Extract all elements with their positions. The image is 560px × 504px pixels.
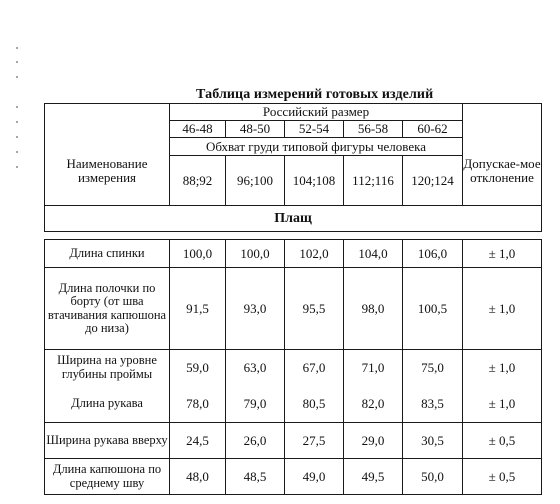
header-corner-cell — [463, 104, 542, 121]
tolerance-cell: ± 0,5 — [463, 423, 542, 459]
margin-dot — [16, 121, 18, 123]
size-header: 46-48 — [170, 121, 226, 138]
chest-value: 104;108 — [285, 156, 344, 206]
margin-dot — [16, 151, 18, 153]
measure-name: Ширина рукава вверху — [45, 423, 170, 459]
value-cell: 104,0 — [344, 240, 403, 268]
value-cell: 30,5 — [403, 423, 463, 459]
measure-name: Длина полочки по борту (от шва втачивания капюшона до низа) — [45, 268, 170, 350]
chest-value: 96;100 — [226, 156, 285, 206]
value-cell: 100,5 — [403, 268, 463, 350]
value-cell: 67,0 — [285, 350, 344, 386]
size-header: 60-62 — [403, 121, 463, 138]
measure-name: Ширина на уровне глубины проймы — [45, 350, 170, 386]
value-cell: 49,5 — [344, 459, 403, 495]
value-cell: 48,0 — [170, 459, 226, 495]
header-corner-cell — [463, 121, 542, 138]
value-cell: 24,5 — [170, 423, 226, 459]
tolerance-column-header: Допускае-мое отклонение — [463, 138, 542, 206]
table-title: Таблица измерений готовых изделий — [196, 87, 434, 102]
value-cell: 59,0 — [170, 350, 226, 386]
tolerance-cell: ± 1,0 — [463, 350, 542, 386]
margin-dot — [16, 136, 18, 138]
measure-name: Длина спинки — [45, 240, 170, 268]
margin-dot — [16, 47, 18, 49]
tolerance-cell: ± 1,0 — [463, 240, 542, 268]
table-row — [45, 350, 542, 386]
table-row — [45, 240, 542, 268]
header-corner-cell — [45, 121, 170, 138]
value-cell: 50,0 — [403, 459, 463, 495]
section-title: Плащ — [45, 206, 542, 232]
chest-caption: Обхват груди типовой фигуры человека — [170, 138, 463, 156]
margin-dot — [16, 106, 18, 108]
table-row — [45, 268, 542, 350]
margin-dot — [16, 61, 18, 63]
table-row — [45, 459, 542, 495]
value-cell: 48,5 — [226, 459, 285, 495]
value-cell: 83,5 — [403, 386, 463, 423]
size-header: 48-50 — [226, 121, 285, 138]
value-cell: 98,0 — [344, 268, 403, 350]
tolerance-cell: ± 1,0 — [463, 268, 542, 350]
spacer-cell — [45, 232, 542, 240]
spacer-row — [45, 232, 542, 240]
measure-name: Длина капюшона по среднему шву — [45, 459, 170, 495]
value-cell: 71,0 — [344, 350, 403, 386]
value-cell: 82,0 — [344, 386, 403, 423]
header-row-sizes — [45, 121, 542, 138]
size-header: 52-54 — [285, 121, 344, 138]
table-row — [45, 386, 542, 423]
size-system-header: Российский размер — [170, 104, 463, 121]
value-cell: 26,0 — [226, 423, 285, 459]
value-cell: 80,5 — [285, 386, 344, 423]
tolerance-cell: ± 1,0 — [463, 386, 542, 423]
value-cell: 75,0 — [403, 350, 463, 386]
section-row — [45, 206, 542, 232]
value-cell: 100,0 — [170, 240, 226, 268]
value-cell: 49,0 — [285, 459, 344, 495]
value-cell: 78,0 — [170, 386, 226, 423]
value-cell: 63,0 — [226, 350, 285, 386]
measurements-table — [44, 103, 542, 495]
value-cell: 102,0 — [285, 240, 344, 268]
size-header: 56-58 — [344, 121, 403, 138]
value-cell: 106,0 — [403, 240, 463, 268]
value-cell: 100,0 — [226, 240, 285, 268]
chest-value: 120;124 — [403, 156, 463, 206]
value-cell: 95,5 — [285, 268, 344, 350]
value-cell: 91,5 — [170, 268, 226, 350]
header-corner-cell — [45, 104, 170, 121]
value-cell: 27,5 — [285, 423, 344, 459]
header-row-chest — [45, 138, 542, 156]
margin-dot — [16, 166, 18, 168]
measure-name: Длина рукава — [45, 386, 170, 423]
header-row-size-system — [45, 104, 542, 121]
tolerance-cell: ± 0,5 — [463, 459, 542, 495]
chest-value: 88;92 — [170, 156, 226, 206]
value-cell: 29,0 — [344, 423, 403, 459]
table-row — [45, 423, 542, 459]
value-cell: 93,0 — [226, 268, 285, 350]
margin-dot — [16, 76, 18, 78]
value-cell: 79,0 — [226, 386, 285, 423]
name-column-header: Наименование измерения — [45, 138, 170, 206]
chest-value: 112;116 — [344, 156, 403, 206]
